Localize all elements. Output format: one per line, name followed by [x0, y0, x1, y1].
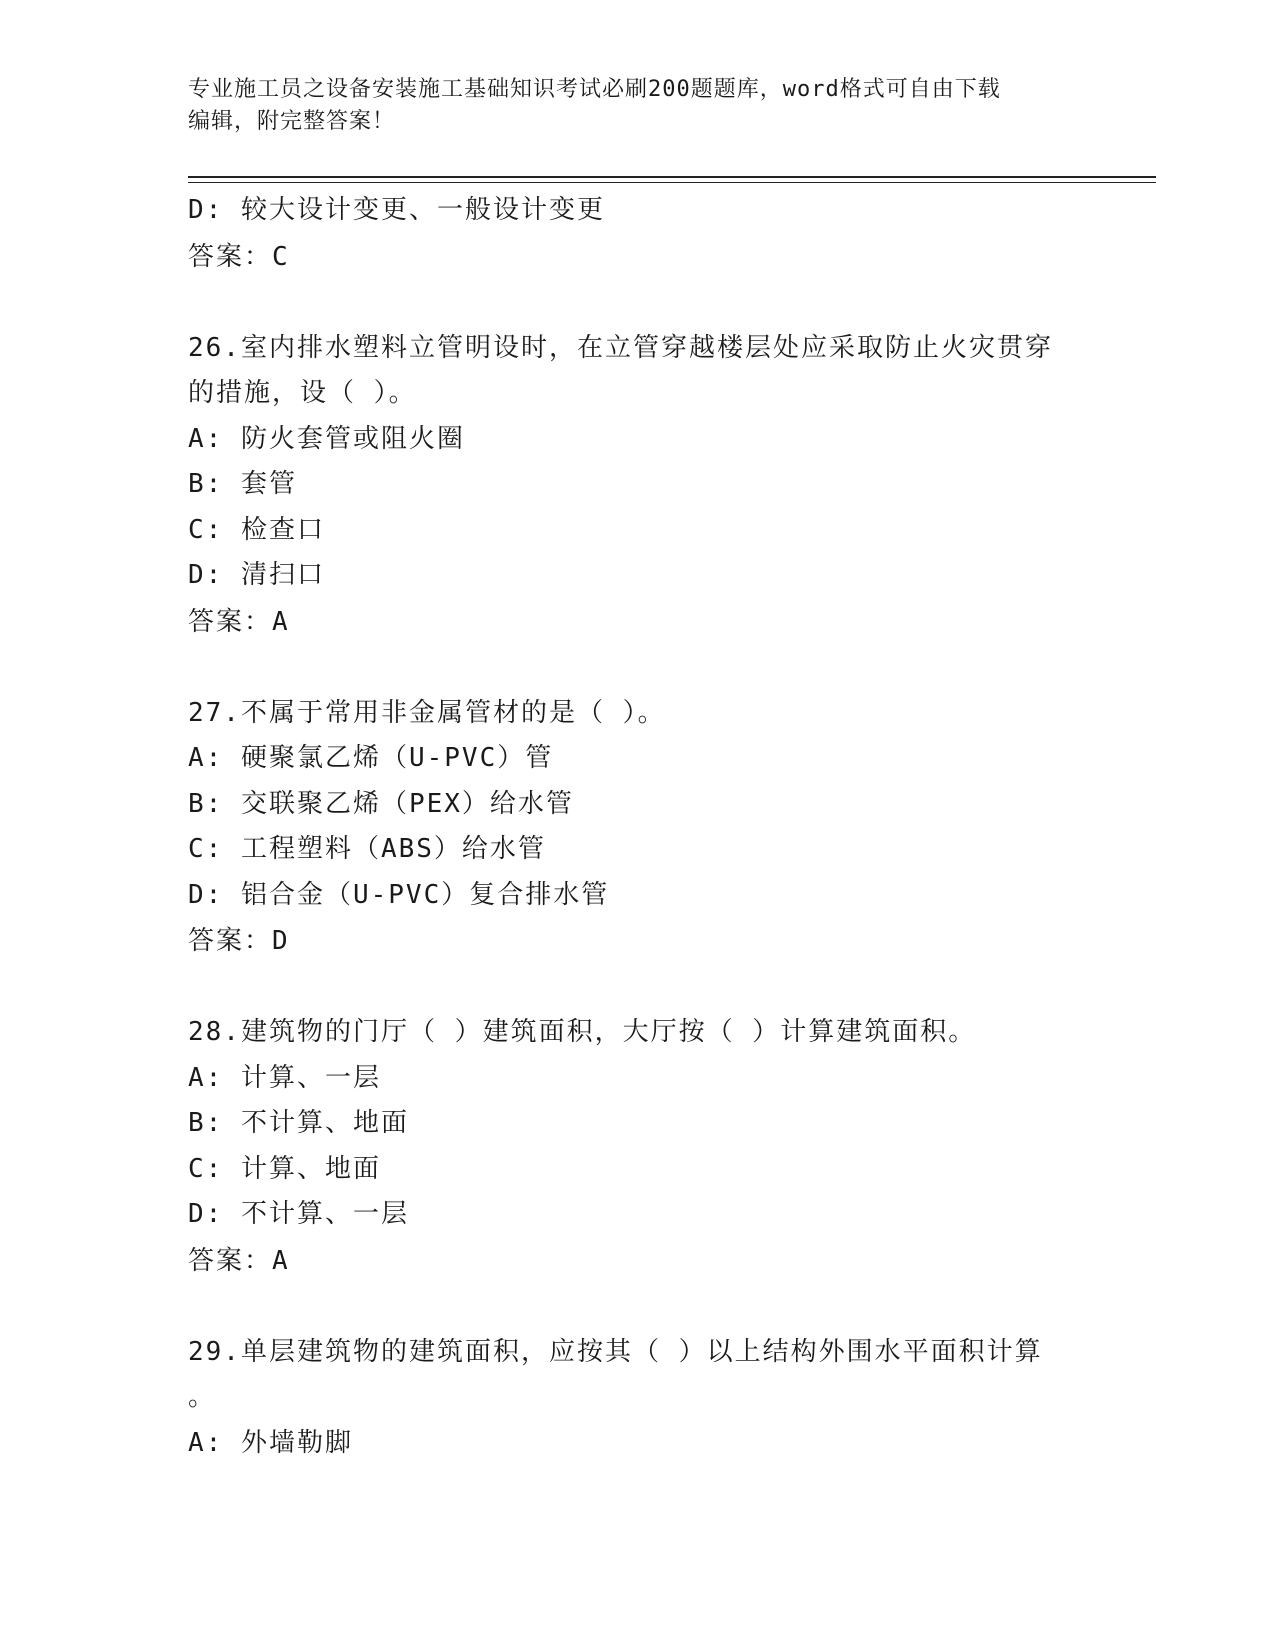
- header-divider-thin: [188, 182, 1156, 183]
- answer-label: 答案：: [188, 241, 273, 272]
- answer: [188, 918, 1088, 964]
- question-text-line-1: 28.建筑物的门厅（ ）建筑面积，大厅按（ ）计算建筑面积。: [188, 1017, 977, 1047]
- spacer: [188, 280, 1088, 326]
- question-text-line-1: 27.不属于常用非金属管材的是（ ）。: [188, 697, 666, 728]
- answer-value: A: [272, 1245, 290, 1276]
- q25-answer: [188, 234, 1088, 280]
- spacer: [188, 964, 1088, 1010]
- option-b: B: 套管: [188, 469, 297, 499]
- header-line-1: 专业施工员之设备安装施工基础知识考试必刷200题题库，word格式可自由下载: [188, 77, 1001, 102]
- option-c: C: 检查口: [188, 514, 325, 545]
- option-a: A: 防火套管或阻火圈: [188, 423, 465, 454]
- question-text-line-1: 26.室内排水塑料立管明设时，在立管穿越楼层处应采取防止火灾贯穿: [188, 332, 1053, 363]
- answer-value: C: [272, 241, 290, 272]
- question-text-line-1: 29.单层建筑物的建筑面积，应按其（ ）以上结构外围水平面积计算: [188, 1336, 1043, 1367]
- option-b: B: 不计算、地面: [188, 1108, 409, 1138]
- document-header: [188, 74, 1088, 138]
- option-d: D: 清扫口: [188, 560, 325, 590]
- question-text-line-2: 的措施，设（ ）。: [188, 378, 417, 408]
- document-body: [188, 188, 1088, 1466]
- header-divider-thick: [188, 176, 1156, 178]
- q25-option-d: D: 较大设计变更、一般设计变更: [188, 195, 605, 225]
- option-d: D: 铝合金（U-PVC）复合排水管: [188, 879, 610, 910]
- answer: [188, 599, 1088, 645]
- option-b: B: 交联聚乙烯（PEX）给水管: [188, 788, 574, 819]
- option-c: C: 计算、地面: [188, 1153, 381, 1184]
- option-a: A: 外墙勒脚: [188, 1427, 353, 1458]
- header-line-2: 编辑，附完整答案！: [188, 109, 396, 134]
- answer-label: 答案：: [188, 926, 273, 956]
- answer: [188, 1238, 1088, 1284]
- option-a: A: 硬聚氯乙烯（U-PVC）管: [188, 743, 554, 773]
- answer-label: 答案：: [188, 606, 273, 637]
- answer-value: A: [272, 606, 290, 637]
- option-a: A: 计算、一层: [188, 1062, 381, 1093]
- spacer: [188, 645, 1088, 691]
- question-text-line-2: 。: [188, 1382, 217, 1412]
- option-d: D: 不计算、一层: [188, 1199, 409, 1229]
- option-c: C: 工程塑料（ABS）给水管: [188, 834, 546, 864]
- question-28: [188, 1010, 1088, 1284]
- question-26: [188, 326, 1088, 645]
- question-27: [188, 691, 1088, 965]
- question-29: [188, 1330, 1088, 1467]
- spacer: [188, 1284, 1088, 1330]
- answer-value: D: [272, 926, 290, 956]
- answer-label: 答案：: [188, 1245, 273, 1276]
